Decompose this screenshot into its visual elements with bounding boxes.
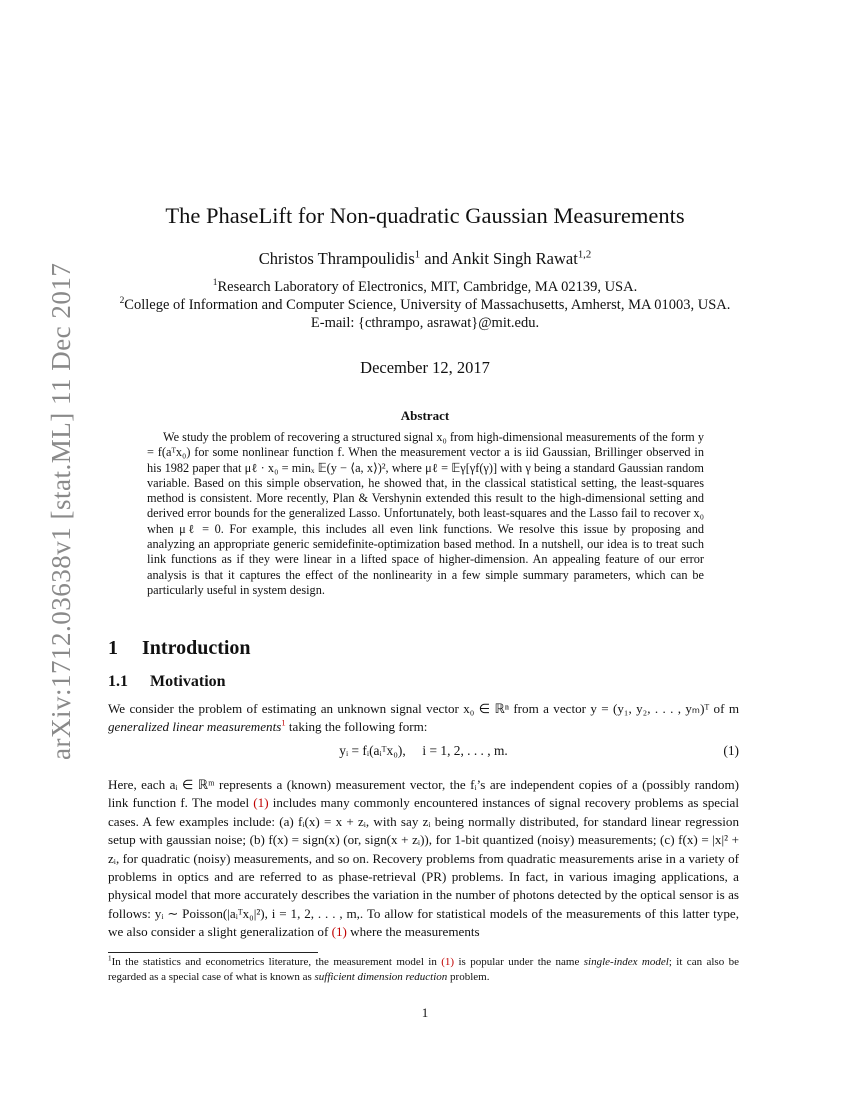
section-heading — [108, 637, 251, 660]
equation-number: (1) — [723, 743, 739, 758]
equation-ref-link[interactable]: (1) — [253, 795, 269, 811]
section-title: Introduction — [142, 637, 251, 659]
footnote-mark-link[interactable]: 1 — [281, 718, 286, 729]
footnote-text-a: In the statistics and econometrics literature, the measurement model in — [111, 956, 442, 968]
emphasis-glm: generalized linear measurements — [108, 719, 282, 735]
intro-paragraph-2 — [108, 776, 739, 942]
section-number: 1 — [108, 637, 118, 659]
equation-body: yᵢ = fᵢ(aᵢᵀx₀), i = 1, 2, . . . , m. — [339, 743, 508, 758]
intro-text-a: We consider the problem of estimating an unknown signal vector x₀ ∈ ℝⁿ from a vector y = (y₁, y₂, . . . , yₘ)ᵀ of m — [108, 701, 739, 716]
footnote-text-c: ; it can also be regarded as a special case of what is known as — [108, 956, 739, 983]
footnote-mark: 1 — [108, 954, 112, 963]
author-2: Ankit Singh Rawat — [451, 249, 578, 268]
affiliation-2-text: College of Information and Computer Science, University of Massachusetts, Amherst, MA 01003, USA. — [124, 297, 731, 313]
para2-text-b: includes many commonly encountered instances of signal recovery problems as special cases. A few examples include: (a) fᵢ(x) = x + zᵢ, with say zᵢ being normally distributed, for standard linear regression setup with gaussian noise; (b) f(x) = sign(x) (or, sign(x + zᵢ)), for 1-bit quantized (noisy) measurements; (c) f(x) = |x|² + zᵢ, for quadratic (noisy) measurements, and so on. Recovery problems from quadratic measurements arise in a variety of problems in optics and are referred to as phase-retrieval (PR) problems. In fact, in various imaging applications, a physical model that more accurately describes the variation in the number of photons detected by the optical sensor is as follows: yᵢ ∼ Poisson(|aᵢᵀx₀|²), i = 1, 2, . . . , m,. To allow for statistical models of the measurements of this latter type, we also consider a slight generalization of — [108, 795, 740, 940]
subsection-heading — [108, 673, 226, 691]
footnote-emphasis-1: single-index model — [583, 956, 669, 968]
affiliation-2-mark: 2 — [119, 296, 125, 307]
abstract-paragraph: We study the problem of recovering a structured signal x₀ from high-dimensional measurements of the form y = f(aᵀx₀) for some nonlinear function f. When the measurement vector a is iid Gaussian, Brillinger observed in his 1982 paper that μℓ · x₀ = minₓ 𝔼(y − ⟨a, x⟩)², where μℓ = 𝔼γ[γf(γ)] with γ being a standard Gaussian random variable. Based on this simple observation, he showed that, in the classical statistical setting, the least-squares method is consistent. More recently, Plan & Vershynin extended this result to the high-dimensional setting and derived error bounds for the generalized Lasso. Unfortunately, both least-squares and the Lasso fail to recover x₀ when μℓ = 0. For example, this includes all even link functions. We resolve this issue by proposing and analyzing an appropriate generic semidefinite-optimization based method. In a nutshell, our idea is to treat such link functions as if they were linear in a lifted space of higher-dimension. An appealing feature of our error analysis is that it captures the effect of the nonlinearity in a few simple summary parameters, which can be particularly useful in system design. — [147, 430, 704, 597]
abstract-heading: Abstract — [400, 408, 450, 423]
affiliation-1 — [0, 279, 850, 296]
subsection-title: Motivation — [150, 673, 226, 690]
author-joiner: and — [420, 249, 452, 268]
page-number: 1 — [421, 1005, 429, 1020]
affiliation-1-mark: 1 — [212, 278, 218, 289]
abstract-body — [147, 430, 704, 598]
affiliation-2 — [0, 297, 850, 314]
footnote-rule — [108, 952, 318, 953]
author-email: E-mail: {cthrampo, asrawat}@mit.edu. — [310, 315, 540, 331]
para2-text-a: Here, each aᵢ ∈ ℝᵐ represents a (known) measurement vector, the fᵢ’s are independent copies of a (possibly random) link function f. The model — [108, 777, 739, 811]
intro-text-b: taking the following form: — [285, 719, 428, 735]
footnote-1 — [108, 955, 739, 984]
footnote-equation-ref[interactable]: (1) — [441, 956, 455, 968]
affiliation-1-text: Research Laboratory of Electronics, MIT, Cambridge, MA 02139, USA. — [217, 279, 638, 295]
author-1: Christos Thrampoulidis — [258, 249, 415, 268]
footnote-text-d: problem. — [447, 970, 490, 983]
footnote-emphasis-2: sufficient dimension reduction — [314, 970, 448, 983]
author-line — [0, 249, 850, 269]
author-1-affiliation-mark: 1 — [414, 248, 421, 261]
arxiv-side-stamp — [18, 260, 76, 760]
paper-title: The PhaseLift for Non-quadratic Gaussian Measurements — [165, 203, 685, 228]
footnote-text-b: is popular under the name — [454, 956, 584, 968]
author-2-affiliation-mark: 1,2 — [577, 248, 592, 261]
para2-text-c: where the measurements — [346, 924, 480, 940]
equation-1 — [108, 743, 739, 759]
arxiv-identifier: arXiv:1712.03638v1 [stat.ML] 11 Dec 2017 — [46, 262, 76, 760]
intro-paragraph-1 — [108, 700, 739, 737]
equation-ref-link-2[interactable]: (1) — [331, 924, 347, 940]
paper-date: December 12, 2017 — [360, 358, 490, 377]
subsection-number: 1.1 — [108, 673, 128, 690]
